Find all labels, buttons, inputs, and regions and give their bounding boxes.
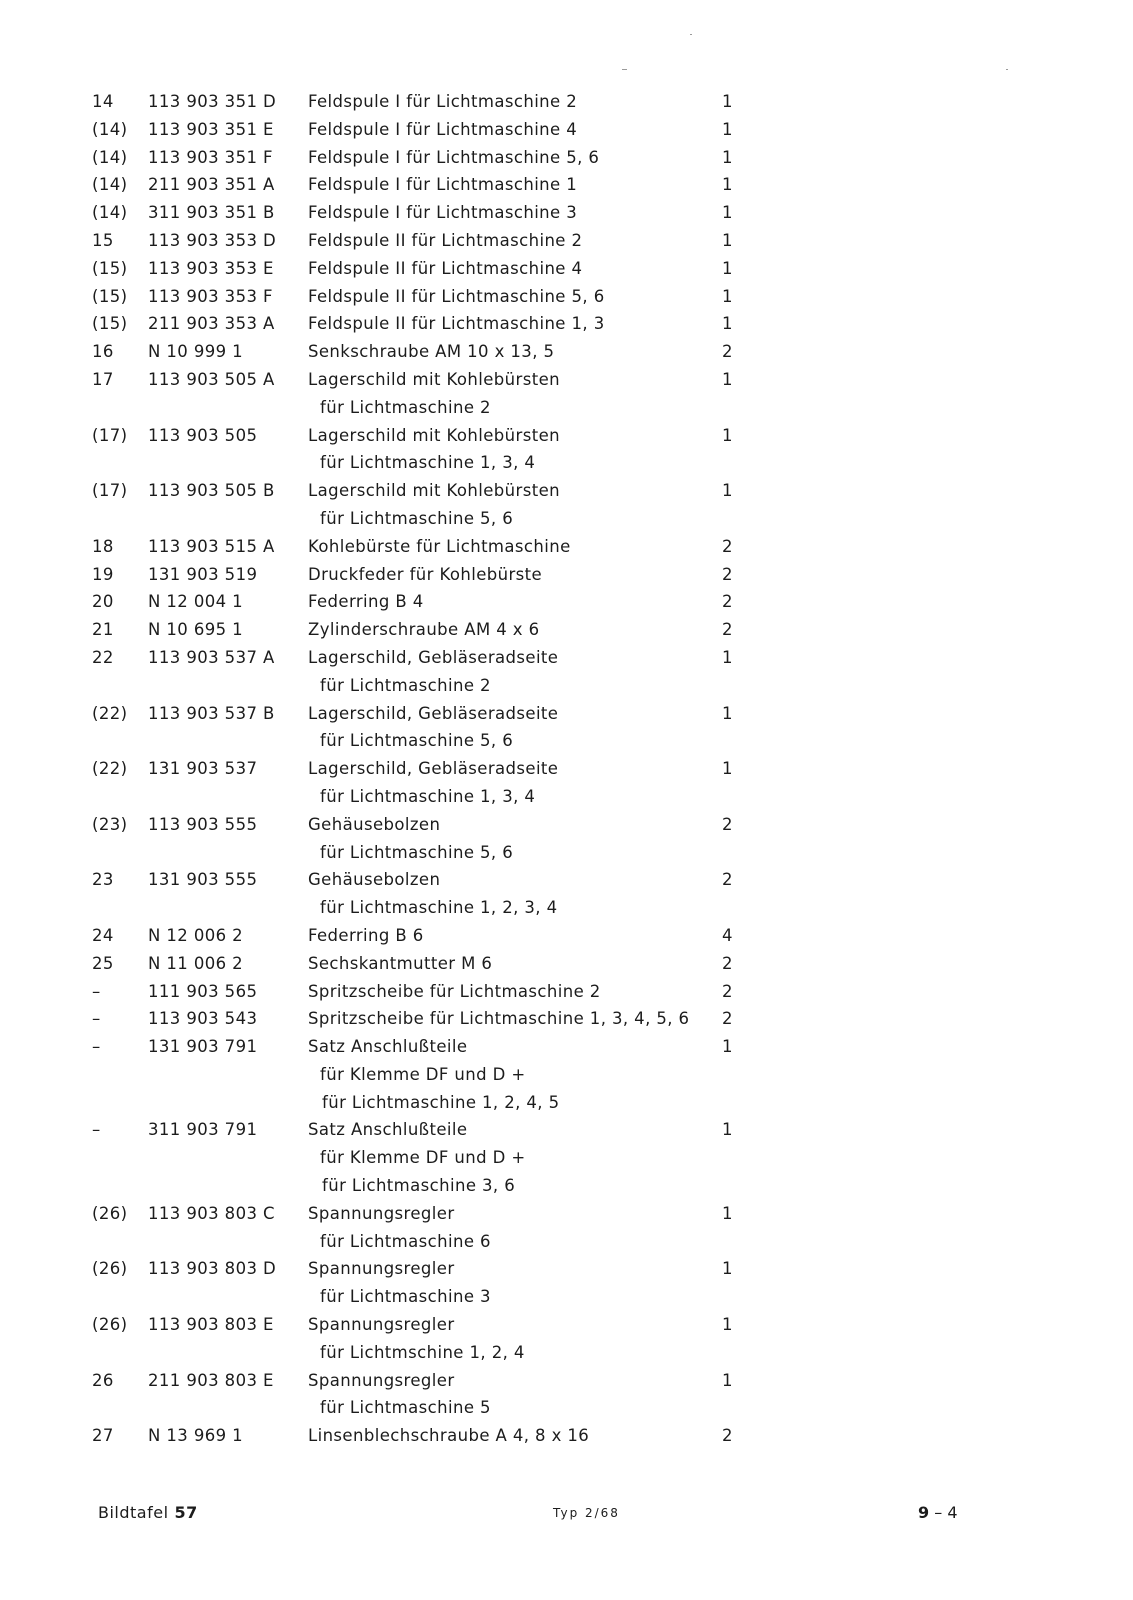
part-number: 113 903 353 E [148, 258, 274, 278]
position-number: (17) [92, 425, 128, 445]
quantity: 1 [722, 92, 733, 111]
row-main-line [0, 477, 1133, 505]
page-index: 4 [947, 1503, 958, 1522]
part-number: N 10 695 1 [148, 620, 244, 640]
position-number: – [92, 1037, 101, 1057]
quantity: 1 [722, 1203, 733, 1223]
part-number: N 11 006 2 [148, 953, 244, 973]
description-continuation: für Lichtmaschine 5, 6 [320, 508, 514, 528]
row-main-line [0, 700, 1133, 728]
position-number: (14) [92, 147, 128, 167]
page-number [918, 1498, 958, 1528]
row-main-line [0, 171, 1133, 199]
position-number: (26) [92, 1203, 128, 1223]
row-main-line [0, 922, 1133, 950]
position-number: 22 [92, 647, 114, 667]
row-main-line [0, 1116, 1133, 1144]
description: Feldspule II für Lichtmaschine 2 [308, 230, 583, 250]
parts-row [0, 477, 1133, 533]
description-continuation: für Lichtmaschine 3 [320, 1287, 491, 1307]
description: Lagerschild mit Kohlebürsten [308, 369, 560, 389]
description: Feldspule I für Lichtmaschine 5, 6 [308, 147, 600, 167]
part-number: N 12 004 1 [148, 592, 244, 612]
part-number: 113 903 515 A [148, 536, 275, 556]
parts-row [0, 1255, 1133, 1311]
plate-number: 57 [174, 1503, 198, 1522]
description: Zylinderschraube AM 4 x 6 [308, 620, 540, 640]
scan-speck [622, 69, 627, 70]
part-number: 111 903 565 [148, 981, 258, 1001]
description: Spannungsregler [308, 1259, 455, 1279]
parts-row [0, 338, 1133, 366]
position-number: (23) [92, 814, 128, 834]
description: Spannungsregler [308, 1203, 455, 1223]
part-number: 131 903 555 [148, 870, 258, 890]
row-continuation-line [0, 1144, 1133, 1172]
parts-row [0, 310, 1133, 338]
quantity: 2 [722, 981, 733, 1001]
quantity: 2 [722, 870, 733, 890]
quantity: 1 [722, 703, 733, 723]
row-continuation-line [0, 672, 1133, 700]
description: Gehäusebolzen [308, 814, 441, 834]
parts-row [0, 978, 1133, 1006]
position-number: 18 [92, 536, 114, 556]
parts-row [0, 88, 1133, 116]
parts-row [0, 588, 1133, 616]
row-main-line [0, 533, 1133, 561]
parts-row [0, 866, 1133, 922]
part-number: 211 903 353 A [148, 314, 275, 334]
parts-row [0, 811, 1133, 867]
description: Feldspule II für Lichtmaschine 1, 3 [308, 314, 605, 334]
description-continuation: für Lichtmaschine 2 [320, 675, 491, 695]
position-number: (26) [92, 1315, 128, 1335]
position-number: – [92, 1120, 101, 1140]
parts-row [0, 199, 1133, 227]
parts-row [0, 561, 1133, 589]
position-number: 20 [92, 592, 114, 612]
parts-row [0, 755, 1133, 811]
description: Kohlebürste für Lichtmaschine [308, 536, 571, 556]
description: Lagerschild mit Kohlebürsten [308, 481, 560, 501]
quantity: 1 [722, 258, 733, 278]
description: Satz Anschlußteile [308, 1120, 468, 1140]
parts-row [0, 700, 1133, 756]
parts-row [0, 533, 1133, 561]
part-number: 131 903 791 [148, 1037, 258, 1057]
part-number: 113 903 505 [148, 425, 258, 445]
row-continuation-line [0, 449, 1133, 477]
part-number: N 10 999 1 [148, 342, 244, 362]
part-number: 113 903 351 F [148, 147, 273, 167]
quantity: 1 [722, 647, 733, 667]
row-main-line [0, 1367, 1133, 1395]
description: Spritzscheibe für Lichtmaschine 2 [308, 981, 601, 1001]
quantity: 2 [722, 564, 733, 584]
description-continuation: für Lichtmschine 1, 2, 4 [320, 1342, 525, 1362]
row-main-line [0, 199, 1133, 227]
row-main-line [0, 283, 1133, 311]
position-number: 23 [92, 870, 114, 890]
row-continuation-line [0, 1172, 1133, 1200]
quantity: 2 [722, 814, 733, 834]
description: Feldspule I für Lichtmaschine 1 [308, 175, 578, 195]
description: Spannungsregler [308, 1370, 455, 1390]
scan-speck [690, 34, 692, 35]
quantity: 2 [722, 620, 733, 640]
row-main-line [0, 644, 1133, 672]
quantity: 1 [722, 759, 733, 779]
parts-row [0, 1033, 1133, 1116]
description: Lagerschild, Gebläseradseite [308, 647, 559, 667]
row-main-line [0, 310, 1133, 338]
row-continuation-line [0, 394, 1133, 422]
quantity: 1 [722, 314, 733, 334]
row-main-line [0, 144, 1133, 172]
parts-row [0, 1116, 1133, 1199]
position-number: (22) [92, 703, 128, 723]
description: Lagerschild, Gebläseradseite [308, 759, 559, 779]
quantity: 1 [722, 1370, 733, 1390]
position-number: (15) [92, 314, 128, 334]
row-main-line [0, 811, 1133, 839]
description: Spannungsregler [308, 1315, 455, 1335]
parts-row [0, 922, 1133, 950]
row-main-line [0, 978, 1133, 1006]
parts-list [0, 88, 1133, 1450]
part-number: 211 903 351 A [148, 175, 275, 195]
row-main-line [0, 1200, 1133, 1228]
description-continuation: für Lichtmaschine 5, 6 [320, 731, 514, 751]
row-main-line [0, 88, 1133, 116]
quantity: 2 [722, 342, 733, 362]
position-number: (22) [92, 759, 128, 779]
description: Federring B 6 [308, 925, 424, 945]
position-number: 24 [92, 925, 114, 945]
description-continuation: für Lichtmaschine 1, 3, 4 [320, 786, 536, 806]
scan-speck [1006, 69, 1008, 70]
description: Federring B 4 [308, 592, 424, 612]
description: Satz Anschlußteile [308, 1037, 468, 1057]
parts-row [0, 255, 1133, 283]
parts-row [0, 144, 1133, 172]
quantity: 2 [722, 1009, 733, 1029]
parts-row [0, 366, 1133, 422]
row-continuation-line [0, 1339, 1133, 1367]
description: Feldspule I für Lichtmaschine 4 [308, 119, 578, 139]
description: Senkschraube AM 10 x 13, 5 [308, 342, 555, 362]
row-main-line [0, 1255, 1133, 1283]
part-number: 113 903 351 D [148, 92, 277, 111]
row-continuation-line [0, 894, 1133, 922]
type-code: Typ 2/68 [553, 1506, 620, 1520]
page-section: 9 [918, 1503, 930, 1522]
description-continuation: für Lichtmaschine 1, 2, 3, 4 [320, 898, 558, 918]
quantity: 4 [722, 925, 733, 945]
quantity: 1 [722, 286, 733, 306]
row-main-line [0, 116, 1133, 144]
description: Feldspule II für Lichtmaschine 5, 6 [308, 286, 605, 306]
part-number: 211 903 803 E [148, 1370, 274, 1390]
position-number: 26 [92, 1370, 114, 1390]
row-continuation-line [0, 839, 1133, 867]
part-number: 113 903 353 D [148, 230, 277, 250]
position-number: 15 [92, 230, 114, 250]
parts-row [0, 227, 1133, 255]
description: Gehäusebolzen [308, 870, 441, 890]
row-main-line [0, 1311, 1133, 1339]
quantity: 1 [722, 369, 733, 389]
position-number: 19 [92, 564, 114, 584]
part-number: 113 903 353 F [148, 286, 273, 306]
position-number: 16 [92, 342, 114, 362]
parts-row [0, 422, 1133, 478]
parts-row [0, 616, 1133, 644]
quantity: 1 [722, 1259, 733, 1279]
part-number: 113 903 537 B [148, 703, 275, 723]
quantity: 1 [722, 147, 733, 167]
position-number: (14) [92, 203, 128, 223]
quantity: 2 [722, 592, 733, 612]
position-number: (17) [92, 481, 128, 501]
row-main-line [0, 255, 1133, 283]
description: Lagerschild mit Kohlebürsten [308, 425, 560, 445]
row-main-line [0, 1033, 1133, 1061]
row-continuation-line [0, 1061, 1133, 1089]
parts-row [0, 1367, 1133, 1423]
description: Feldspule I für Lichtmaschine 2 [308, 92, 578, 111]
position-number: (15) [92, 286, 128, 306]
row-main-line [0, 866, 1133, 894]
part-number: 113 903 803 D [148, 1259, 277, 1279]
quantity: 1 [722, 481, 733, 501]
page-separator: – [929, 1503, 948, 1522]
position-number: (14) [92, 175, 128, 195]
row-main-line [0, 561, 1133, 589]
quantity: 1 [722, 203, 733, 223]
part-number: N 13 969 1 [148, 1426, 244, 1446]
description-continuation: für Lichtmaschine 5, 6 [320, 842, 514, 862]
parts-row [0, 950, 1133, 978]
row-main-line [0, 588, 1133, 616]
part-number: 131 903 519 [148, 564, 258, 584]
row-main-line [0, 755, 1133, 783]
quantity: 1 [722, 230, 733, 250]
part-number: 113 903 505 B [148, 481, 275, 501]
description: Sechskantmutter M 6 [308, 953, 493, 973]
row-continuation-line [0, 505, 1133, 533]
position-number: 17 [92, 369, 114, 389]
position-number: 27 [92, 1426, 114, 1446]
part-number: 131 903 537 [148, 759, 258, 779]
quantity: 2 [722, 953, 733, 973]
quantity: 2 [722, 536, 733, 556]
description: Linsenblechschraube A 4, 8 x 16 [308, 1426, 590, 1446]
quantity: 1 [722, 175, 733, 195]
position-number: (14) [92, 119, 128, 139]
description: Lagerschild, Gebläseradseite [308, 703, 559, 723]
part-number: 113 903 543 [148, 1009, 258, 1029]
row-main-line [0, 1005, 1133, 1033]
description-continuation: für Lichtmaschine 3, 6 [322, 1176, 516, 1196]
quantity: 1 [722, 1037, 733, 1057]
quantity: 1 [722, 1120, 733, 1140]
position-number: 25 [92, 953, 114, 973]
position-number: 14 [92, 92, 114, 111]
row-continuation-line [0, 1394, 1133, 1422]
description-continuation: für Lichtmaschine 6 [320, 1231, 491, 1251]
description-continuation: für Lichtmaschine 1, 3, 4 [320, 453, 536, 473]
description: Druckfeder für Kohlebürste [308, 564, 543, 584]
row-main-line [0, 338, 1133, 366]
parts-row [0, 644, 1133, 700]
quantity: 1 [722, 425, 733, 445]
description-continuation: für Klemme DF und D + [320, 1148, 526, 1168]
parts-row [0, 1311, 1133, 1367]
row-continuation-line [0, 1228, 1133, 1256]
row-main-line [0, 616, 1133, 644]
description-continuation: für Lichtmaschine 5 [320, 1398, 491, 1418]
position-number: – [92, 981, 101, 1001]
description: Feldspule II für Lichtmaschine 4 [308, 258, 583, 278]
part-number: 113 903 351 E [148, 119, 274, 139]
position-number: – [92, 1009, 101, 1029]
parts-row [0, 116, 1133, 144]
parts-row [0, 1005, 1133, 1033]
parts-row [0, 1422, 1133, 1450]
row-main-line [0, 1422, 1133, 1450]
part-number: 113 903 803 C [148, 1203, 275, 1223]
row-main-line [0, 950, 1133, 978]
position-number: (15) [92, 258, 128, 278]
row-continuation-line [0, 1089, 1133, 1117]
parts-row [0, 1200, 1133, 1256]
description-continuation: für Lichtmaschine 1, 2, 4, 5 [322, 1092, 560, 1112]
description: Spritzscheibe für Lichtmaschine 1, 3, 4, 5, 6 [308, 1009, 690, 1029]
position-number: (26) [92, 1259, 128, 1279]
row-continuation-line [0, 1283, 1133, 1311]
row-continuation-line [0, 727, 1133, 755]
row-main-line [0, 227, 1133, 255]
part-number: 311 903 351 B [148, 203, 275, 223]
quantity: 1 [722, 1315, 733, 1335]
row-continuation-line [0, 783, 1133, 811]
description-continuation: für Lichtmaschine 2 [320, 397, 491, 417]
part-number: 113 903 803 E [148, 1315, 274, 1335]
plate-label: Bildtafel 57 [98, 1503, 198, 1522]
parts-row [0, 171, 1133, 199]
quantity: 2 [722, 1426, 733, 1446]
quantity: 1 [722, 119, 733, 139]
position-number: 21 [92, 620, 114, 640]
part-number: 113 903 505 A [148, 369, 275, 389]
part-number: 311 903 791 [148, 1120, 258, 1140]
part-number: N 12 006 2 [148, 925, 244, 945]
parts-row [0, 283, 1133, 311]
description-continuation: für Klemme DF und D + [320, 1064, 526, 1084]
description: Feldspule I für Lichtmaschine 3 [308, 203, 578, 223]
part-number: 113 903 537 A [148, 647, 275, 667]
part-number: 113 903 555 [148, 814, 258, 834]
row-main-line [0, 422, 1133, 450]
row-main-line [0, 366, 1133, 394]
page-footer [0, 1498, 1133, 1528]
